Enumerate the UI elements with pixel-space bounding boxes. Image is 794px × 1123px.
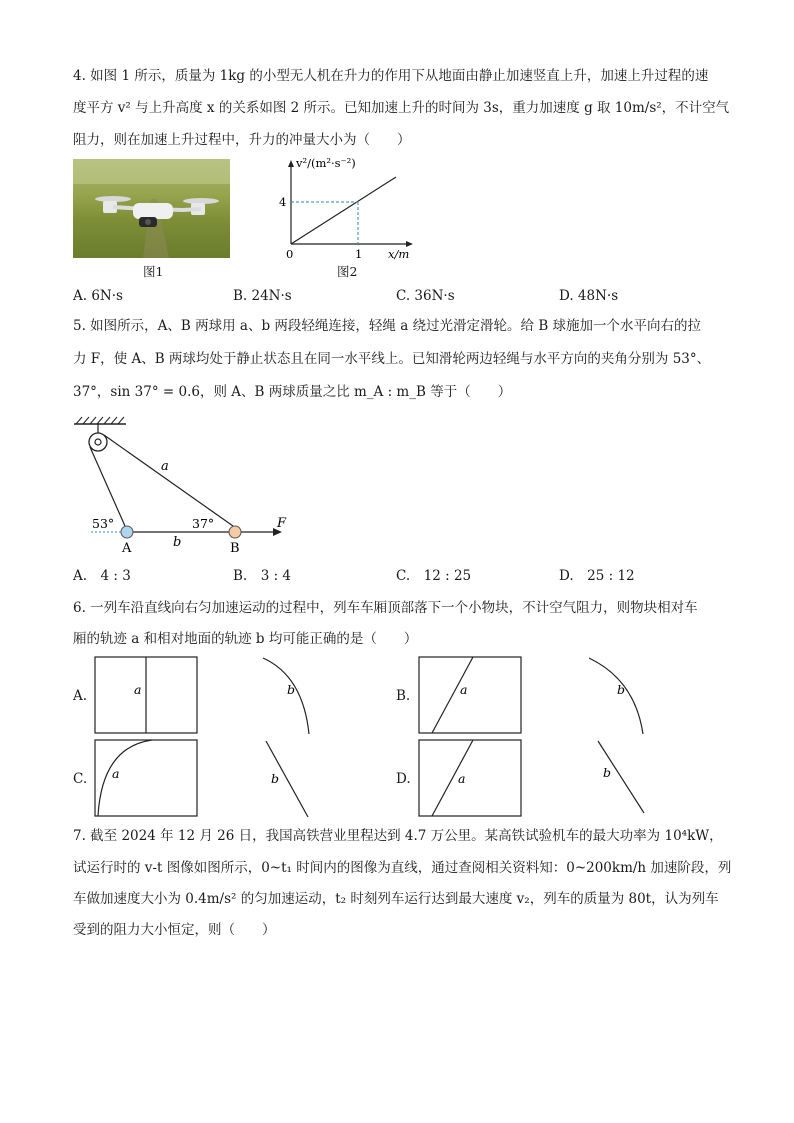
q4-line-3: 阻力，则在加速上升过程中，升力的冲量大小为（ ） <box>73 132 411 148</box>
data-line <box>291 177 396 244</box>
force-label: F <box>277 516 287 531</box>
ball-b-label: B <box>230 541 240 556</box>
x-axis-label: x/m <box>388 247 410 261</box>
q6-option-d-letter: D. <box>396 771 411 787</box>
q6-option-c-letter: C. <box>73 771 88 787</box>
q6-d-ground <box>592 739 652 819</box>
q6-b-ground <box>585 656 655 736</box>
fig2-caption: 图2 <box>337 264 358 279</box>
q5-option-d: D. 25 : 12 <box>559 568 635 584</box>
q6-line-2: 厢的轨迹 a 和相对地面的轨迹 b 均可能正确的是（ ） <box>73 631 418 647</box>
q5-option-b: B. 3 : 4 <box>233 568 292 584</box>
q4-option-d: D. 48N·s <box>559 288 619 304</box>
q6-option-a-letter: A. <box>73 688 88 704</box>
fig1-caption: 图1 <box>143 264 164 279</box>
q6-c-box <box>94 739 198 817</box>
svg-text:b: b <box>617 682 626 697</box>
q7-line-1: 7. 截至 2024 年 12 月 26 日，我国高铁营业里程达到 4.7 万公里。某高铁试验机车的最大功率为 10⁴kW， <box>73 828 723 844</box>
svg-text:b: b <box>603 765 612 780</box>
q5-option-a: A. 4 : 3 <box>73 568 131 584</box>
q6-a-ground <box>255 656 325 736</box>
q5-line-1: 5. 如图所示，A、B 两球用 a、b 两段轻绳连接，轻绳 a 绕过光滑定滑轮。给 B 球施加一个水平向右的拉 <box>73 318 702 334</box>
q4-option-b: B. 24N·s <box>233 288 292 304</box>
svg-text:b: b <box>271 771 280 786</box>
y-axis-label: v²/(m²·s⁻²) <box>296 156 356 170</box>
ball-a-label: A <box>122 541 132 556</box>
q6-b-box <box>418 656 522 734</box>
q4-option-a: A. 6N·s <box>73 288 123 304</box>
q7-line-2: 试运行时的 v-t 图像如图所示，0~t₁ 时间内的图像为直线，通过查阅相关资料知：0~200km/h 加速阶段，列 <box>73 860 732 876</box>
q7-line-4: 受到的阻力大小恒定，则（ ） <box>73 922 276 938</box>
svg-text:a: a <box>112 766 120 781</box>
rope-a-label: a <box>161 459 169 474</box>
q4-line-2: 度平方 v² 与上升高度 x 的关系如图 2 所示。已知加速上升的时间为 3s，重力加速度 g 取 10m/s²，不计空气 <box>73 100 730 116</box>
rope-a-left <box>90 447 125 526</box>
drone-icon <box>73 159 230 258</box>
x-tick-label: 1 <box>355 247 363 261</box>
origin-label: 0 <box>286 247 294 261</box>
y-axis-arrow-icon <box>288 160 294 167</box>
svg-text:a: a <box>460 682 468 697</box>
drone-photo <box>73 159 230 258</box>
q6-a-box <box>94 656 198 734</box>
q6-option-b-letter: B. <box>396 688 411 704</box>
q6-line-1: 6. 一列车沿直线向右匀加速运动的过程中，列车车厢顶部落下一个小物块，不计空气阻力，则物块相对车 <box>73 600 698 616</box>
angle-53-label: 53° <box>92 516 115 531</box>
q4-line-1: 4. 如图 1 所示，质量为 1kg 的小型无人机在升力的作用下从地面由静止加速竖直上升，加速上升过程的速 <box>73 68 709 84</box>
pulley-diagram <box>66 414 306 562</box>
q6-d-box <box>418 739 522 817</box>
svg-text:a: a <box>458 771 466 786</box>
y-tick-label: 4 <box>279 195 287 209</box>
svg-text:b: b <box>287 682 296 697</box>
q7-line-3: 车做加速度大小为 0.4m/s² 的匀加速运动，t₂ 时刻列车运行达到最大速度 v₂，列车的质量为 80t，认为列车 <box>73 891 719 907</box>
rope-a-right <box>104 435 233 526</box>
q5-line-2: 力 F，使 A、B 两球均处于静止状态且在同一水平线上。已知滑轮两边轻绳与水平方向的夹角分别为 53°、 <box>73 351 711 367</box>
q5-option-c: C. 12 : 25 <box>396 568 472 584</box>
ball-a-icon <box>121 526 133 538</box>
ball-b-icon <box>229 526 241 538</box>
rope-b-label: b <box>173 535 182 550</box>
q5-line-3: 37°，sin 37° = 0.6，则 A、B 两球质量之比 m_A : m_B 等于（ ） <box>73 384 512 400</box>
q6-c-ground <box>260 739 320 819</box>
svg-text:a: a <box>134 682 142 697</box>
q4-option-c: C. 36N·s <box>396 288 455 304</box>
angle-37-label: 37° <box>192 516 215 531</box>
